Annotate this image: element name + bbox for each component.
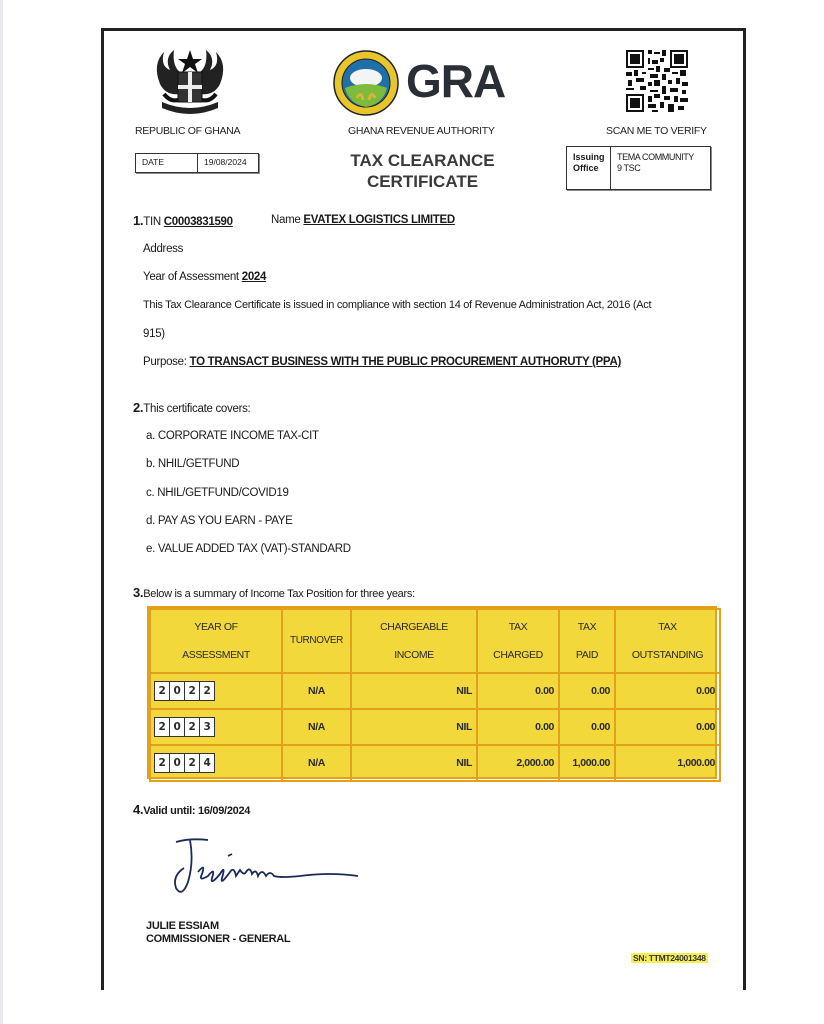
- col-tax-paid: TAX PAID: [559, 609, 615, 673]
- section4-number: 4.: [133, 802, 144, 817]
- year-cell: [150, 673, 282, 709]
- qr-code-icon[interactable]: [624, 48, 690, 114]
- signatory-block: [146, 920, 290, 946]
- tin-line: [133, 213, 233, 228]
- issuing-office-label: [567, 147, 611, 189]
- tin-value: C0003831590: [163, 216, 233, 228]
- tax-charged-cell: 0.00: [477, 709, 559, 745]
- turnover-cell: N/A: [282, 673, 351, 709]
- cover-item: a. CORPORATE INCOME TAX-CIT: [146, 430, 319, 442]
- table-row: [150, 745, 720, 781]
- issuing-value-line2: 9 TSC: [617, 163, 641, 173]
- section3-heading-text: Below is a summary of Income Tax Position for three years:: [143, 588, 415, 600]
- compliance-line1: This Tax Clearance Certificate is issued in compliance with section 14 of Revenue Administration Act, 2016 (Act: [143, 299, 652, 311]
- date-box: [135, 153, 259, 173]
- chargeable-income-cell: NIL: [351, 745, 477, 781]
- chargeable-income-cell: NIL: [351, 673, 477, 709]
- valid-until-line: [133, 802, 250, 817]
- gra-caption: GHANA REVENUE AUTHORITY: [348, 125, 495, 137]
- col-chargeable-income: CHARGEABLE INCOME: [351, 609, 477, 673]
- scan-caption: SCAN ME TO VERIFY: [606, 125, 707, 137]
- year-digits: 2 0 2 2: [154, 681, 215, 701]
- gra-seal-icon: [333, 50, 399, 116]
- valid-until-label: Valid until:: [143, 805, 196, 817]
- section3-number: 3.: [133, 585, 144, 600]
- viewer-edge: [0, 0, 3, 1024]
- tax-outstanding-cell: 0.00: [615, 709, 720, 745]
- purpose-value: TO TRANSACT BUSINESS WITH THE PUBLIC PROCUREMENT AUTHORUTY (PPA): [189, 356, 621, 368]
- tax-charged-cell: 2,000.00: [477, 745, 559, 781]
- republic-caption: REPUBLIC OF GHANA: [135, 125, 241, 137]
- title-line1: TAX CLEARANCE: [350, 151, 495, 170]
- section1-number: 1.: [133, 213, 144, 228]
- section2-heading: [133, 400, 250, 415]
- purpose-line: [143, 356, 621, 368]
- purpose-label: Purpose:: [143, 356, 187, 368]
- turnover-cell: N/A: [282, 745, 351, 781]
- col-tax-outstanding: TAX OUTSTANDING: [615, 609, 720, 673]
- tax-charged-cell: 0.00: [477, 673, 559, 709]
- address-label: Address: [143, 243, 184, 255]
- ghana-coat-of-arms-icon: [150, 44, 230, 118]
- signature-icon: [170, 832, 370, 909]
- signatory-title: COMMISSIONER - GENERAL: [146, 933, 291, 945]
- issuing-value-line1: TEMA COMMUNITY: [617, 152, 694, 162]
- issuing-label-line2: Office: [573, 163, 599, 173]
- col-year-of-assessment: YEAR OF ASSESSMENT: [150, 609, 282, 673]
- serial-number: SN: TTMT24001348: [633, 953, 706, 963]
- section2-number: 2.: [133, 400, 144, 415]
- cover-item: b. NHIL/GETFUND: [146, 458, 240, 470]
- tax-outstanding-cell: 0.00: [615, 673, 720, 709]
- name-value: EVATEX LOGISTICS LIMITED: [303, 214, 455, 226]
- cover-item: c. NHIL/GETFUND/COVID19: [146, 487, 289, 499]
- tax-paid-cell: 0.00: [559, 709, 615, 745]
- certificate-title: [330, 150, 515, 192]
- compliance-line2: 915): [143, 328, 165, 340]
- signatory-name: JULIE ESSIAM: [146, 920, 219, 932]
- section2-heading-text: This certificate covers:: [143, 403, 251, 415]
- col-turnover: TURNOVER: [282, 609, 351, 673]
- valid-until-value: 16/09/2024: [198, 805, 251, 817]
- table-row: [150, 709, 720, 745]
- chargeable-income-cell: NIL: [351, 709, 477, 745]
- date-value: 19/08/2024: [204, 157, 247, 167]
- year-label: Year of Assessment: [143, 271, 239, 283]
- cover-item: d. PAY AS YOU EARN - PAYE: [146, 515, 293, 527]
- year-cell: [150, 709, 282, 745]
- date-label: DATE: [136, 154, 198, 172]
- issuing-office-box: [566, 146, 711, 190]
- year-line: [143, 271, 266, 283]
- tax-paid-cell: 1,000.00: [559, 745, 615, 781]
- tax-position-table: [147, 606, 717, 779]
- issuing-office-value: [611, 147, 710, 189]
- cover-item: e. VALUE ADDED TAX (VAT)-STANDARD: [146, 543, 351, 555]
- year-cell: [150, 745, 282, 781]
- section3-heading: [133, 585, 415, 600]
- name-line: [271, 214, 455, 226]
- name-label: Name: [271, 214, 301, 226]
- year-value: 2024: [241, 271, 267, 283]
- table-header-row: [150, 609, 720, 673]
- year-digits: 2 0 2 4: [154, 753, 215, 773]
- year-digits: 2 0 2 3: [154, 717, 215, 737]
- tin-label: TIN: [143, 216, 161, 228]
- table-row: [150, 673, 720, 709]
- tax-outstanding-cell: 1,000.00: [615, 745, 720, 781]
- title-line2: CERTIFICATE: [366, 172, 479, 191]
- col-tax-charged: TAX CHARGED: [477, 609, 559, 673]
- tax-paid-cell: 0.00: [559, 673, 615, 709]
- turnover-cell: N/A: [282, 709, 351, 745]
- gra-logo-text: GRA: [406, 55, 506, 107]
- issuing-label-line1: Issuing: [573, 152, 605, 162]
